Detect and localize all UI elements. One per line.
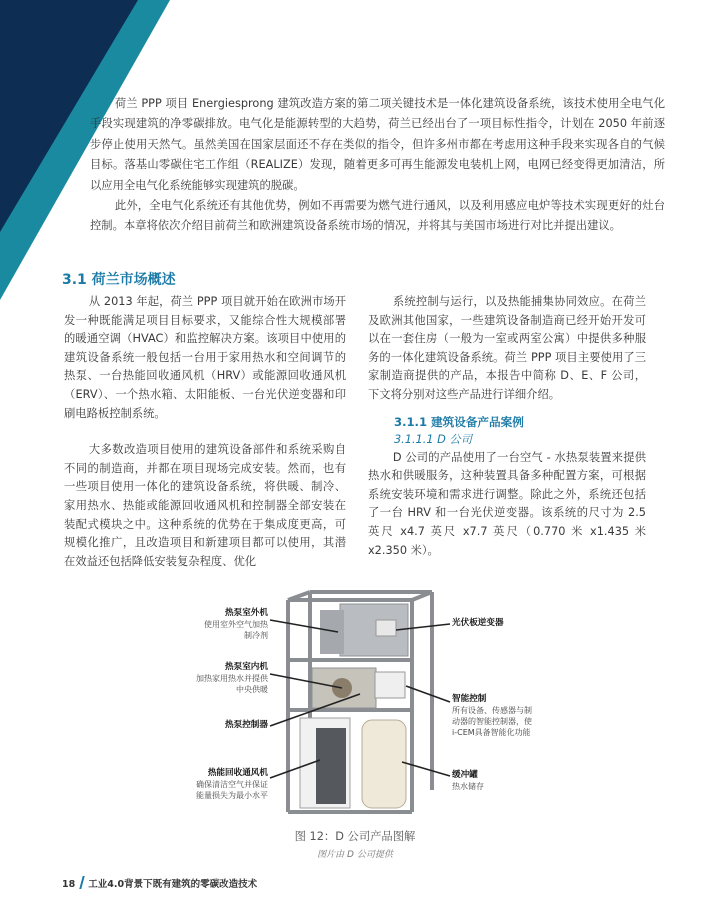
label-smart-control — [452, 694, 572, 738]
label-hrv — [178, 768, 268, 801]
label-desc: 所有设备、传感器与制 — [452, 706, 532, 715]
label-desc: 动器的智能控制器，使 — [452, 717, 532, 726]
page-number: 18 — [62, 879, 76, 890]
label-desc: 确保清洁空气并保证 — [196, 780, 268, 789]
body-paragraph: 从 2013 年起，荷兰 PPP 项目就开始在欧洲市场开发一种既能满足项目目标要求，又能综合性大规模部署的暖通空调（HVAC）和监控解决方案。该项目中使用的建筑设备系统一般包括一台用于家用热水和空间调节的热泵、一台热能回收通风机（HRV）或能源回收通风机（ERV）、一个热水箱、太阳能板、一台光伏逆变器和印刷电路板控制系统。 — [64, 295, 346, 420]
label-title: 智能控制 — [452, 694, 487, 704]
intro-text — [90, 94, 665, 237]
label-desc: 热水储存 — [452, 782, 484, 791]
label-title: 光伏板逆变器 — [452, 618, 504, 628]
figure-caption: 图 12：D 公司产品图解 — [294, 830, 416, 843]
label-hp-indoor — [182, 662, 268, 695]
label-title: 热泵控制器 — [225, 720, 268, 730]
right-column — [368, 293, 646, 560]
subsubsection-heading: 3.1.1.1 D 公司 — [394, 432, 472, 446]
label-pv-inverter — [452, 618, 562, 629]
footer-divider — [79, 876, 84, 889]
label-title: 热泵室内机 — [225, 662, 268, 672]
label-hp-controller — [182, 720, 268, 731]
label-desc: 中央供暖 — [236, 685, 268, 694]
footer-title: 工业4.0背景下既有建筑的零碳改造技术 — [88, 879, 258, 890]
label-title: 热泵室外机 — [225, 608, 268, 618]
label-desc: 能量损失为最小水平 — [196, 791, 268, 800]
product-figure — [170, 590, 630, 818]
figure-credit: 图片由 D 公司提供 — [317, 850, 393, 860]
body-paragraph: 系统控制与运行，以及热能捕集协同效应。在荷兰及欧洲其他国家，一些建筑设备制造商已经开始开发可以在一套住房（一般为一室或两室公寓）中提供多种服务的一体化建筑设备系统。荷兰 PPP 项目主要使用了三家制造商提供的产品，本报告中简称 D、E、F 公司，下文将分别对这些产品进行详细介绍。 — [368, 295, 646, 401]
label-desc: i-CEM具备智能化功能 — [452, 728, 531, 737]
body-paragraph: 大多数改造项目使用的建筑设备部件和系统采购自不同的制造商，并都在项目现场完成安装。然而，也有一些项目使用一体化的建筑设备系统，将供暖、制冷、家用热水、热能或能源回收通风机和控制器全部安装在装配式模块之中。这种系统的优势在于集成度更高，可规模化推广，且改造项目和新建项目都可以使用，其潜在效益还包括降低安装复杂程度、优化 — [64, 443, 346, 568]
label-desc: 使用室外空气加热 — [204, 620, 268, 629]
page-footer — [62, 876, 257, 890]
intro-paragraph: 此外，全电气化系统还有其他优势，例如不再需要为燃气进行通风，以及利用感应电炉等技术实现更好的灶台控制。本章将依次介绍目前荷兰和欧洲建筑设备系统市场的情况，并将其与美国市场进行对比并提出建议。 — [90, 199, 665, 233]
subsection-heading: 3.1.1 建筑设备产品案例 — [394, 414, 524, 429]
label-desc: 加热家用热水并提供 — [196, 674, 268, 683]
section-heading: 3.1 荷兰市场概述 — [62, 272, 176, 288]
label-hp-outdoor — [182, 608, 268, 641]
intro-paragraph: 荷兰 PPP 项目 Energiesprong 建筑改造方案的第二项关键技术是一体化建筑设备系统，该技术使用全电气化手段实现建筑的净零碳排放。电气化是能源转型的大趋势，荷兰已经出台了一项目标性指令，计划在 2050 年前逐步停止使用天然气。虽然美国在国家层面还不存在类似的指令，但许多州市都在考虑用这种手段来实现各自的气候目标。落基山零碳住宅工作组（REALIZE）发现，随着更多可再生能源发电装机上网，电网已经变得更加清洁，所以应用全电气化系统能够实现建筑的脱碳。 — [90, 97, 665, 192]
body-paragraph: D 公司的产品使用了一台空气 - 水热泵装置来提供热水和供暖服务，这种装置具备多种配置方案，可根据系统安装环境和需求进行调整。除此之外，系统还包括了一台 HRV 和一台光伏逆变器。该系统的尺寸为 2.5 英尺 x4.7 英尺 x7.7 英尺（0.770 米 x1.435 米 x2.350 米）。 — [368, 450, 646, 557]
label-title: 缓冲罐 — [452, 770, 478, 780]
label-buffer-tank — [452, 770, 562, 792]
left-column — [64, 293, 346, 571]
label-title: 热能回收通风机 — [207, 768, 268, 778]
label-desc: 制冷剂 — [244, 631, 268, 640]
